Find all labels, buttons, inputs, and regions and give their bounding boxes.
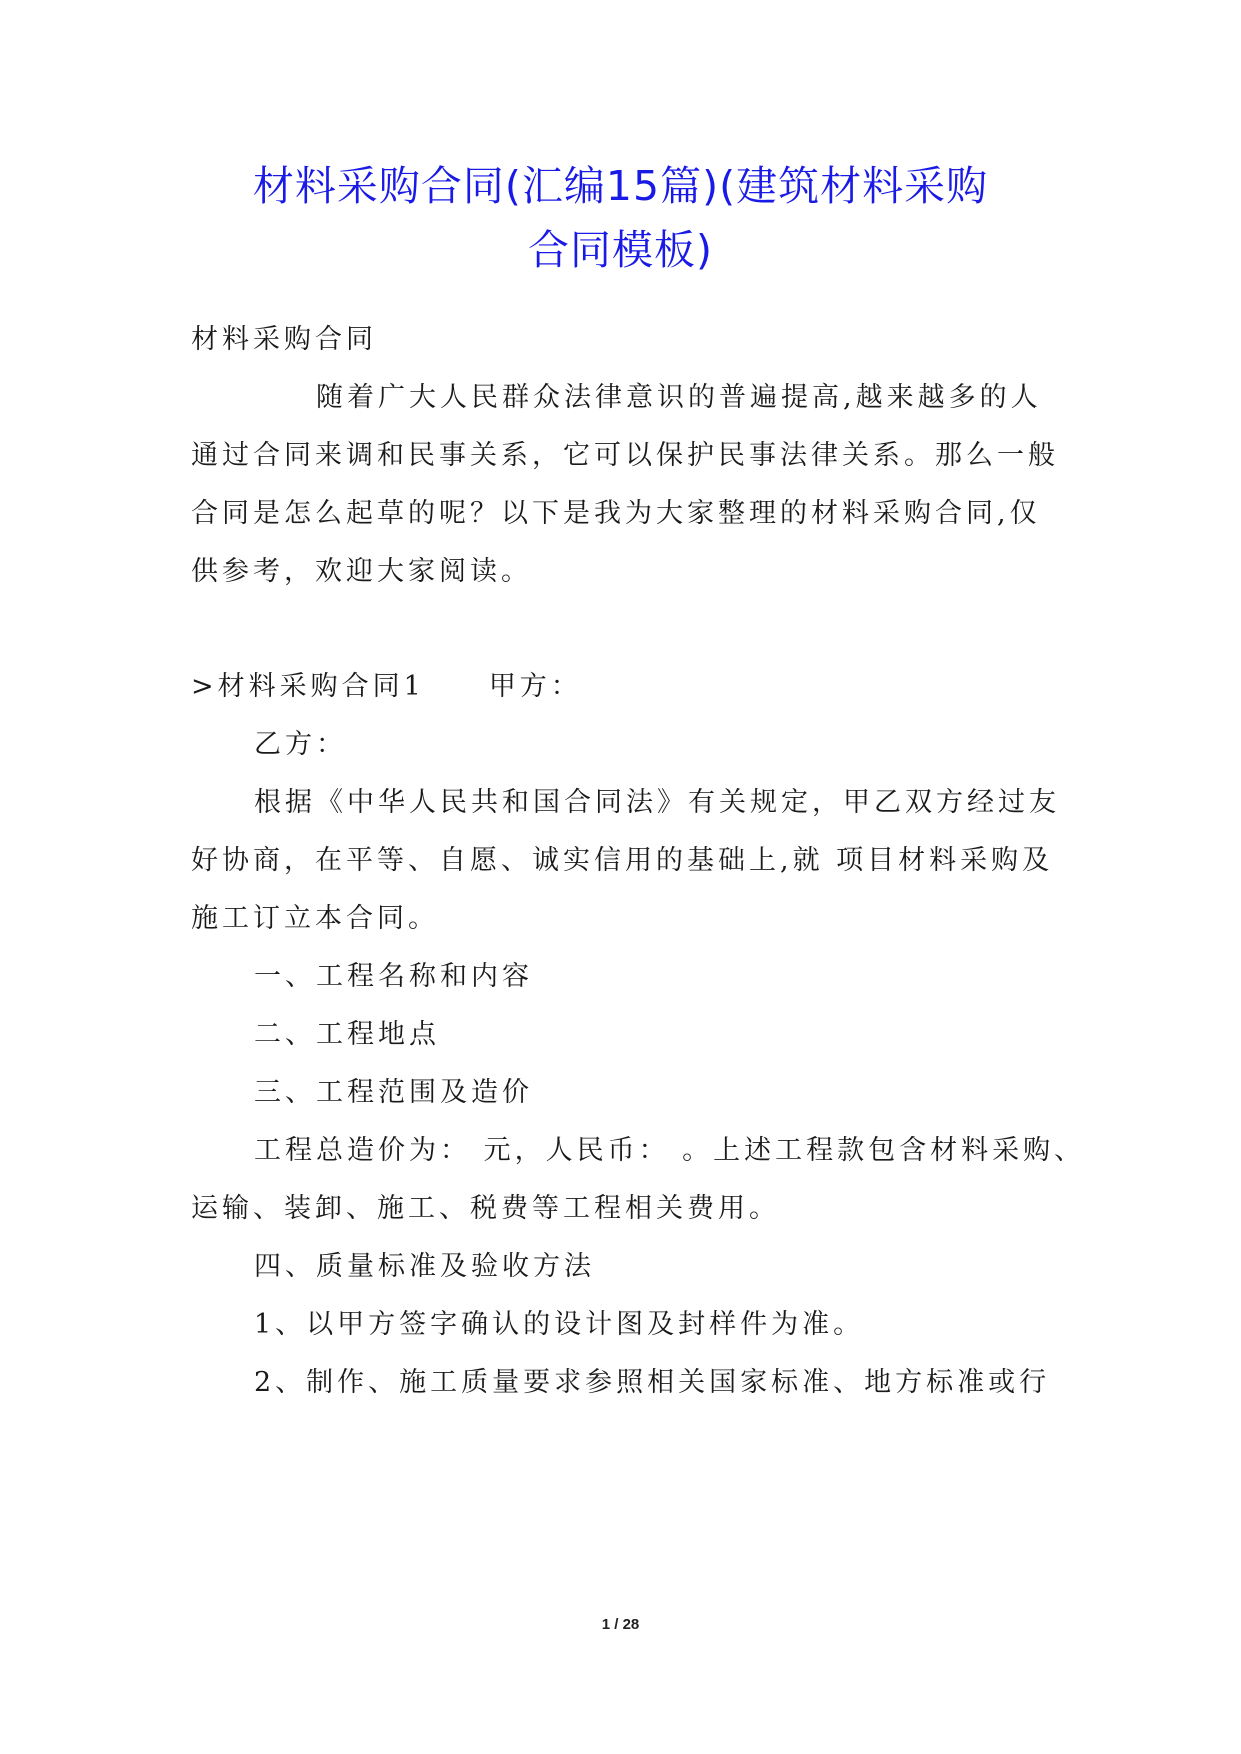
clause-heading-1: 一、工程名称和内容 bbox=[254, 961, 533, 992]
intro-line-2: 通过合同来调和民事关系，它可以保护民事法律关系。那么一般 bbox=[191, 440, 1059, 471]
clause-heading-3: 三、工程范围及造价 bbox=[254, 1077, 533, 1108]
basis-line-3: 施工订立本合同。 bbox=[191, 903, 439, 934]
party-b-label: 乙方： bbox=[254, 729, 347, 760]
section-heading: 材料采购合同 bbox=[191, 324, 377, 355]
clause-heading-4: 四、质量标准及验收方法 bbox=[254, 1251, 595, 1282]
price-line-1: 工程总造价为： 元，人民币： 。上述工程款包含材料采购、 bbox=[254, 1135, 1086, 1166]
quality-item-1: 1、以甲方签字确认的设计图及封样件为准。 bbox=[254, 1309, 865, 1340]
price-line-2: 运输、装卸、施工、税费等工程相关费用。 bbox=[191, 1193, 780, 1224]
contract-heading-row bbox=[191, 667, 1061, 707]
clause-heading-2: 二、工程地点 bbox=[254, 1019, 440, 1050]
basis-line-2: 好协商，在平等、自愿、诚实信用的基础上,就 项目材料采购及 bbox=[191, 845, 1054, 876]
page-number: 1 / 28 bbox=[601, 1616, 640, 1633]
intro-line-1: 随着广大人民群众法律意识的普遍提高,越来越多的人 bbox=[316, 382, 1042, 413]
basis-line-1: 根据《中华人民共和国合同法》有关规定，甲乙双方经过友 bbox=[254, 787, 1060, 818]
intro-line-4: 供参考，欢迎大家阅读。 bbox=[191, 556, 532, 587]
quality-item-2: 2、制作、施工质量要求参照相关国家标准、地方标准或行 bbox=[254, 1367, 1051, 1398]
document-title-line-1: 材料采购合同(汇编15篇)(建筑材料采购 bbox=[252, 162, 989, 210]
document-title-line-2: 合同模板) bbox=[528, 226, 713, 274]
intro-line-3: 合同是怎么起草的呢？以下是我为大家整理的材料采购合同,仅 bbox=[191, 498, 1041, 529]
contract-heading: >材料采购合同1 bbox=[191, 671, 425, 702]
party-a-label: 甲方： bbox=[488, 671, 582, 702]
